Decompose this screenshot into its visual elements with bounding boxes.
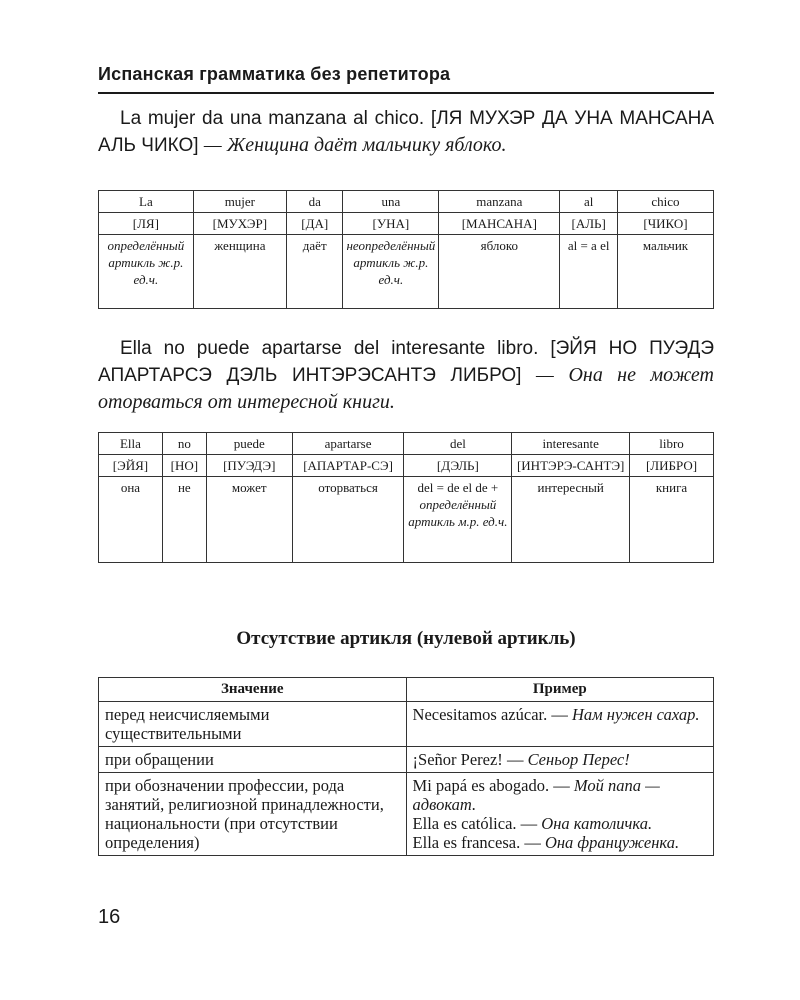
transcription-cell: [МАНСАНА] (439, 213, 560, 235)
example-spanish: Necesitamos azúcar. (412, 705, 548, 724)
translation-cell: женщина (193, 235, 286, 309)
word-cell: puede (206, 433, 292, 455)
example-1-spanish: La mujer da una manzana al chico. (120, 108, 425, 129)
word-cell: una (343, 191, 439, 213)
example-russian: Она католичка. (541, 814, 653, 833)
word-cell: libro (630, 433, 714, 455)
translation-cell: интересный (512, 477, 630, 563)
running-header: Испанская грамматика без репетитора (98, 64, 451, 84)
translation-cell: она (99, 477, 163, 563)
word-row-translation (99, 235, 714, 309)
page-number: 16 (98, 906, 121, 928)
example-line (413, 814, 707, 833)
example-spanish: Mi papá es abogado. (412, 776, 550, 795)
example-cell (406, 773, 713, 856)
word-cell: apartarse (292, 433, 404, 455)
transcription-cell: [УНА] (343, 213, 439, 235)
table-row (99, 702, 714, 747)
example-line (413, 776, 707, 814)
meaning-cell: при обращении (99, 747, 407, 773)
example-dash: — (520, 814, 538, 833)
translation-cell: не (162, 477, 206, 563)
translation-cell: яблоко (439, 235, 560, 309)
transcription-cell: [ИНТЭРЭ-САНТЭ] (512, 455, 630, 477)
table-row (99, 773, 714, 856)
transcription-cell: [ЧИКО] (617, 213, 713, 235)
example-1-sentence (98, 106, 714, 159)
meaning-cell: при обозначении профессии, рода занятий, религиозной принадлежности, национальности (при отсутствии определения) (99, 773, 407, 856)
meaning-cell: перед неисчисляемыми существительными (99, 702, 407, 747)
example-2-transcription: [ЭЙЯ НО ПУЭДЭ АПАРТАРСЭ ДЭЛЬ ИНТЭРЭСАНТЭ ЛИБРО] (98, 338, 714, 386)
example-1-transcription: [ЛЯ МУХЭР ДА УНА МАНСАНА АЛЬ ЧИКО] (98, 108, 715, 156)
transcription-cell: [ПУЭДЭ] (206, 455, 292, 477)
translation-cell: al = a el (560, 235, 618, 309)
transcription-cell: [ЭЙЯ] (99, 455, 163, 477)
word-row-translation (99, 477, 714, 563)
transcription-cell: [МУХЭР] (193, 213, 286, 235)
word-cell: al (560, 191, 618, 213)
example-2-sentence (98, 336, 714, 416)
example-spanish: ¡Señor Perez! (412, 750, 503, 769)
translation-cell: мальчик (617, 235, 713, 309)
example-spanish: Ella es francesa. (412, 833, 521, 852)
translation-cell: может (206, 477, 292, 563)
zero-article-table (98, 677, 714, 856)
word-cell: del (404, 433, 512, 455)
transcription-cell: [ДА] (286, 213, 342, 235)
table-header-row (99, 678, 714, 702)
translation-cell: оторваться (292, 477, 404, 563)
example-spanish: Ella es católica. (412, 814, 517, 833)
transcription-cell: [ЛЯ] (99, 213, 194, 235)
example-cell (406, 747, 713, 773)
example-2-translation: Она не может оторваться от интересной книги. (98, 364, 714, 413)
word-cell: La (99, 191, 194, 213)
del-plain: del = de el de + (417, 480, 499, 495)
example-dash: — (553, 776, 570, 795)
transcription-cell: [ЛИБРО] (630, 455, 714, 477)
translation-cell: определённый артикль ж.р. ед.ч. (99, 235, 194, 309)
transcription-cell: [АПАРТАР-СЭ] (292, 455, 404, 477)
word-row-transcription (99, 213, 714, 235)
example-cell (406, 702, 713, 747)
word-cell: mujer (193, 191, 286, 213)
example-russian: Она француженка. (544, 833, 680, 852)
example-1-translation: Женщина даёт мальчику яблоко. (226, 134, 507, 156)
example-russian: Мой папа — адвокат. (412, 776, 660, 814)
translation-cell (404, 477, 512, 563)
example-russian: Нам нужен сахар. (571, 705, 700, 724)
example-dash: — (524, 833, 541, 852)
word-table-2 (98, 432, 714, 563)
column-header-meaning: Значение (99, 678, 407, 702)
section-title: Отсутствие артикля (нулевой артикль) (236, 628, 576, 649)
example-1-dash: — (203, 134, 222, 156)
example-dash: — (506, 750, 524, 769)
word-row-spanish (99, 191, 714, 213)
word-cell: no (162, 433, 206, 455)
word-cell: Ella (99, 433, 163, 455)
example-russian: Сеньор Перес! (527, 750, 630, 769)
word-cell: da (286, 191, 342, 213)
header-rule (98, 92, 714, 94)
word-row-transcription (99, 455, 714, 477)
transcription-cell: [ДЭЛЬ] (404, 455, 512, 477)
table-row (99, 747, 714, 773)
example-line (413, 833, 707, 852)
example-dash: — (551, 705, 568, 724)
word-row-spanish (99, 433, 714, 455)
transcription-cell: [НО] (162, 455, 206, 477)
word-cell: manzana (439, 191, 560, 213)
translation-cell: неопределённый артикль ж.р. ед.ч. (343, 235, 439, 309)
word-table-1 (98, 190, 714, 309)
translation-cell: даёт (286, 235, 342, 309)
example-2-dash: — (536, 364, 554, 386)
word-cell: chico (617, 191, 713, 213)
word-cell: interesante (512, 433, 630, 455)
example-2-spanish: Ella no puede apartarse del interesante libro. (120, 338, 539, 359)
del-italic: определённый артикль м.р. ед.ч. (408, 497, 508, 529)
column-header-example: Пример (406, 678, 713, 702)
transcription-cell: [АЛЬ] (560, 213, 618, 235)
translation-cell: книга (630, 477, 714, 563)
